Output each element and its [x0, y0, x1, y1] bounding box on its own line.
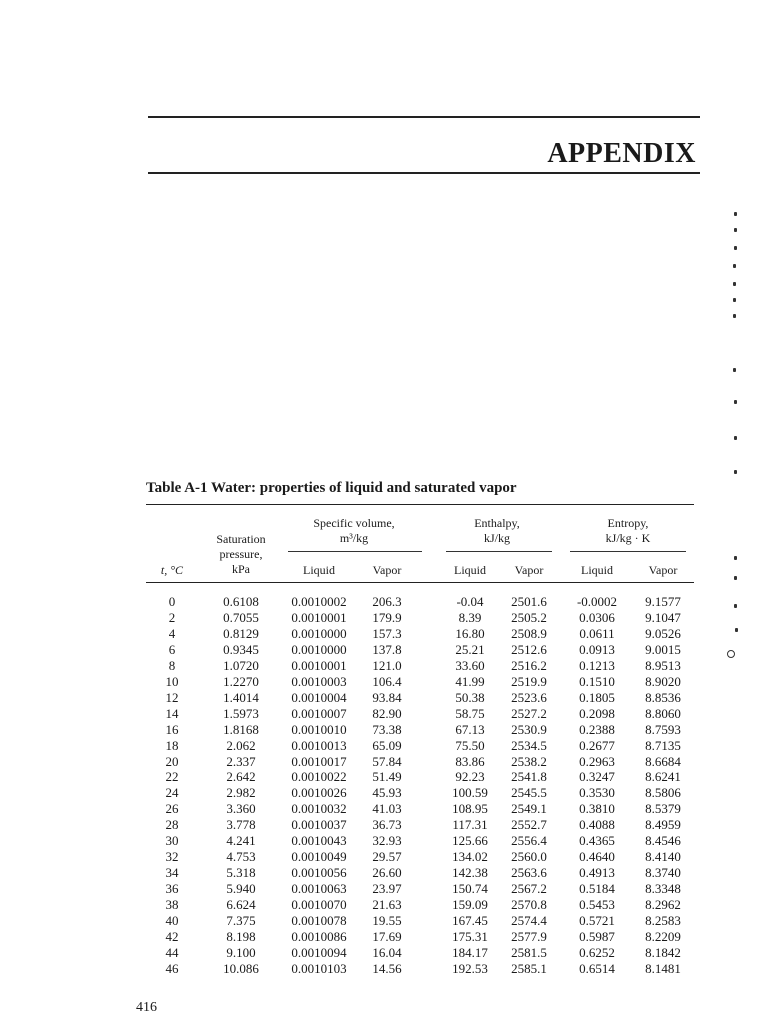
pressure-cell: 1.8168 [223, 721, 259, 737]
enthalpy-header-title: Enthalpy, [474, 516, 520, 530]
volume-vapor-cell: 36.73 [372, 817, 402, 833]
volume-liquid-cell: 0.0010094 [291, 944, 347, 960]
temperature-cell: 24 [165, 785, 179, 801]
entropy-liquid-cell: 0.2963 [579, 753, 615, 769]
pressure-cell: 5.318 [226, 865, 256, 881]
temperature-cell: 6 [168, 641, 176, 657]
enthalpy-liquid-cell: 25.21 [455, 641, 485, 657]
volume-liquid-header: Liquid [303, 563, 335, 577]
temperature-cell: 20 [165, 753, 179, 769]
enthalpy-vapor-cell: 2560.0 [511, 849, 547, 865]
enthalpy-liquid-cell: 92.23 [455, 769, 485, 785]
enthalpy-liquid-cell: 16.80 [455, 625, 485, 641]
enthalpy-liquid-cell: 150.74 [452, 881, 488, 897]
volume-liquid-cell: 0.0010063 [291, 881, 347, 897]
volume-vapor-cell: 26.60 [372, 865, 402, 881]
volume-liquid-cell: 0.0010003 [291, 673, 347, 689]
enthalpy-liquid-cell: 167.45 [452, 913, 488, 928]
volume-vapor-cell: 82.90 [372, 705, 402, 721]
caption-rule [146, 504, 694, 505]
volume-liquid-cell: 0.0010001 [291, 657, 347, 673]
temperature-cell: 22 [165, 769, 179, 785]
enthalpy-liquid-cell: 41.99 [455, 673, 485, 689]
pressure-cell: 0.7055 [223, 609, 259, 625]
volume-liquid-cell: 0.0010086 [291, 928, 347, 944]
entropy-liquid-header: Liquid [581, 563, 613, 577]
temperature-cell: 38 [165, 897, 179, 913]
enthalpy-vapor-cell: 2556.4 [511, 833, 547, 849]
volume-vapor-cell: 41.03 [372, 801, 402, 817]
pressure-cell: 0.9345 [223, 641, 259, 657]
pressure-cell: 3.360 [226, 801, 256, 817]
entropy-vapor-cell: 8.1481 [645, 960, 681, 976]
pressure-cell: 1.2270 [223, 673, 259, 689]
enthalpy-vapor-cell: 2567.2 [511, 881, 547, 897]
volume-liquid-cell: 0.0010103 [291, 960, 347, 976]
enthalpy-vapor-cell: 2508.9 [511, 625, 547, 641]
pressure-header-unit: kPa [232, 562, 250, 576]
enthalpy-vapor-cell: 2552.7 [511, 817, 547, 833]
entropy-liquid-cell: 0.1805 [579, 689, 615, 705]
pressure-cell: 1.4014 [223, 689, 259, 705]
volume-liquid-cell: 0.0010017 [291, 753, 347, 769]
entropy-liquid-cell: 0.0306 [579, 609, 615, 625]
temperature-cell: 10 [165, 673, 179, 689]
temperature-cell: 34 [165, 865, 179, 881]
entropy-liquid-cell: 0.5453 [579, 897, 615, 913]
volume-header-rule [288, 551, 422, 552]
entropy-vapor-cell: 8.4140 [645, 849, 681, 865]
volume-vapor-cell: 51.49 [372, 769, 402, 785]
temperature-cell: 44 [165, 944, 179, 960]
enthalpy-liquid-cell: 159.09 [452, 897, 488, 913]
volume-liquid-cell: 0.0010001 [291, 609, 347, 625]
entropy-vapor-cell: 8.2583 [645, 913, 681, 928]
volume-header-title: Specific volume, [313, 516, 395, 530]
temperature-cell: 40 [165, 913, 179, 928]
volume-vapor-cell: 206.3 [372, 594, 402, 609]
volume-vapor-header: Vapor [372, 563, 402, 577]
volume-vapor-cell: 106.4 [372, 673, 402, 689]
entropy-liquid-cell: 0.6252 [579, 944, 615, 960]
enthalpy-vapor-cell: 2585.1 [511, 960, 547, 976]
enthalpy-vapor-cell: 2541.8 [511, 769, 547, 785]
entropy-vapor-cell: 9.0015 [645, 641, 681, 657]
volume-liquid-cell: 0.0010049 [291, 849, 347, 865]
pressure-cell: 3.778 [226, 817, 256, 833]
enthalpy-vapor-cell: 2549.1 [511, 801, 547, 817]
appendix-top-rule [148, 116, 700, 118]
temperature-cell: 42 [165, 928, 179, 944]
pressure-cell: 4.753 [226, 849, 256, 865]
volume-vapor-cell: 32.93 [372, 833, 402, 849]
enthalpy-vapor-cell: 2534.5 [511, 737, 547, 753]
enthalpy-liquid-cell: 83.86 [455, 753, 485, 769]
entropy-liquid-cell: 0.5721 [579, 913, 615, 928]
enthalpy-liquid-cell: 125.66 [452, 833, 488, 849]
volume-liquid-cell: 0.0010032 [291, 801, 347, 817]
entropy-liquid-cell: 0.2677 [579, 737, 615, 753]
entropy-header-unit: kJ/kg · K [605, 531, 651, 545]
enthalpy-header-unit: kJ/kg [483, 531, 510, 545]
entropy-liquid-cell: 0.0611 [579, 625, 615, 641]
entropy-vapor-cell: 8.7593 [645, 721, 681, 737]
volume-liquid-cell: 0.0010010 [291, 721, 347, 737]
enthalpy-vapor-header: Vapor [514, 563, 544, 577]
pressure-cell: 2.642 [226, 769, 256, 785]
pressure-cell: 6.624 [226, 897, 256, 913]
enthalpy-liquid-cell: 100.59 [452, 785, 488, 801]
volume-vapor-cell: 29.57 [372, 849, 402, 865]
entropy-vapor-cell: 8.5379 [645, 801, 681, 817]
appendix-title: APPENDIX [547, 138, 696, 169]
enthalpy-liquid-header: Liquid [454, 563, 486, 577]
entropy-vapor-cell: 9.1577 [645, 594, 681, 609]
volume-vapor-cell: 121.0 [372, 657, 402, 673]
pressure-cell: 9.100 [226, 944, 256, 960]
temperature-cell: 18 [165, 737, 179, 753]
entropy-vapor-cell: 8.5806 [645, 785, 681, 801]
enthalpy-vapor-cell: 2519.9 [511, 673, 547, 689]
pressure-header-line1: Saturation [216, 532, 266, 546]
pressure-cell: 2.062 [226, 737, 256, 753]
entropy-vapor-cell: 9.1047 [645, 609, 681, 625]
entropy-liquid-cell: 0.1510 [579, 673, 615, 689]
enthalpy-liquid-cell: 33.60 [455, 657, 485, 673]
header-rule [146, 582, 694, 583]
enthalpy-liquid-cell: 117.31 [452, 817, 488, 833]
volume-vapor-cell: 16.04 [372, 944, 402, 960]
volume-vapor-cell: 179.9 [372, 609, 402, 625]
entropy-vapor-cell: 8.9513 [645, 657, 681, 673]
pressure-cell: 0.8129 [223, 625, 259, 641]
volume-liquid-cell: 0.0010004 [291, 689, 347, 705]
temperature-cell: 16 [165, 721, 179, 737]
pressure-cell: 10.086 [223, 960, 259, 976]
temperature-cell: 14 [165, 705, 179, 721]
entropy-liquid-cell: 0.4640 [579, 849, 615, 865]
volume-liquid-cell: 0.0010007 [291, 705, 347, 721]
temperature-cell: 36 [165, 881, 179, 897]
entropy-liquid-cell: 0.3247 [579, 769, 615, 785]
volume-vapor-cell: 19.55 [372, 913, 402, 928]
enthalpy-liquid-cell: 108.95 [452, 801, 488, 817]
pressure-cell: 1.0720 [223, 657, 259, 673]
pressure-cell: 1.5973 [223, 705, 259, 721]
entropy-vapor-cell: 8.6684 [645, 753, 681, 769]
temperature-cell: 30 [165, 833, 179, 849]
temperature-cell: 12 [165, 689, 179, 705]
temperature-cell: 32 [165, 849, 179, 865]
volume-liquid-cell: 0.0010000 [291, 641, 347, 657]
enthalpy-header-rule [446, 551, 552, 552]
enthalpy-liquid-cell: 184.17 [452, 944, 488, 960]
pressure-header-line2: pressure, [219, 547, 263, 561]
entropy-liquid-cell: 0.4913 [579, 865, 615, 881]
enthalpy-vapor-cell: 2577.9 [511, 928, 547, 944]
enthalpy-liquid-cell: 175.31 [452, 928, 488, 944]
enthalpy-liquid-cell: 134.02 [452, 849, 488, 865]
enthalpy-vapor-cell: 2512.6 [511, 641, 547, 657]
entropy-liquid-cell: 0.4365 [579, 833, 615, 849]
entropy-vapor-cell: 8.8060 [645, 705, 681, 721]
entropy-vapor-cell: 8.8536 [645, 689, 681, 705]
temperature-cell: 2 [168, 609, 176, 625]
enthalpy-liquid-cell: 192.53 [452, 960, 488, 976]
entropy-vapor-cell: 8.1842 [645, 944, 681, 960]
enthalpy-vapor-cell: 2527.2 [511, 705, 547, 721]
appendix-bottom-rule [148, 172, 700, 174]
entropy-liquid-cell: 0.3810 [579, 801, 615, 817]
volume-liquid-cell: 0.0010043 [291, 833, 347, 849]
volume-vapor-cell: 65.09 [372, 737, 402, 753]
enthalpy-vapor-cell: 2530.9 [511, 721, 547, 737]
table-caption: Table A-1 Water: properties of liquid and saturated vapor [146, 480, 517, 496]
volume-vapor-cell: 57.84 [372, 753, 402, 769]
pressure-cell: 5.940 [226, 881, 256, 897]
enthalpy-liquid-cell: 75.50 [455, 737, 485, 753]
volume-vapor-cell: 93.84 [372, 689, 402, 705]
temperature-cell: 4 [168, 625, 176, 641]
entropy-liquid-cell: 0.3530 [579, 785, 615, 801]
enthalpy-vapor-cell: 2563.6 [511, 865, 547, 881]
volume-liquid-cell: 0.0010037 [291, 817, 347, 833]
entropy-vapor-header: Vapor [648, 563, 678, 577]
temperature-cell: 8 [168, 657, 176, 673]
volume-liquid-cell: 0.0010000 [291, 625, 347, 641]
volume-liquid-cell: 0.0010078 [291, 913, 347, 928]
entropy-liquid-cell: 0.6514 [579, 960, 615, 976]
entropy-liquid-cell: -0.0002 [576, 594, 618, 609]
enthalpy-liquid-cell: 67.13 [455, 721, 485, 737]
volume-vapor-cell: 21.63 [372, 897, 402, 913]
volume-liquid-cell: 0.0010022 [291, 769, 347, 785]
temperature-cell: 46 [165, 960, 179, 976]
entropy-vapor-cell: 8.6241 [645, 769, 681, 785]
enthalpy-liquid-cell: 58.75 [455, 705, 485, 721]
volume-liquid-cell: 0.0010056 [291, 865, 347, 881]
pressure-cell: 4.241 [226, 833, 256, 849]
entropy-vapor-cell: 8.9020 [645, 673, 681, 689]
enthalpy-vapor-cell: 2505.2 [511, 609, 547, 625]
pressure-cell: 8.198 [226, 928, 256, 944]
volume-liquid-cell: 0.0010002 [291, 594, 347, 609]
volume-liquid-cell: 0.0010026 [291, 785, 347, 801]
entropy-vapor-cell: 8.4959 [645, 817, 681, 833]
enthalpy-liquid-cell: 142.38 [452, 865, 488, 881]
pressure-cell: 0.6108 [223, 594, 259, 609]
entropy-liquid-cell: 0.5184 [579, 881, 615, 897]
entropy-header-title: Entropy, [607, 516, 649, 530]
temperature-cell: 26 [165, 801, 179, 817]
entropy-vapor-cell: 8.3740 [645, 865, 681, 881]
entropy-vapor-cell: 8.4546 [645, 833, 681, 849]
volume-liquid-cell: 0.0010013 [291, 737, 347, 753]
enthalpy-vapor-cell: 2574.4 [511, 913, 547, 928]
temperature-cell: 28 [165, 817, 179, 833]
volume-vapor-cell: 73.38 [372, 721, 402, 737]
volume-vapor-cell: 23.97 [372, 881, 402, 897]
enthalpy-vapor-cell: 2516.2 [511, 657, 547, 673]
enthalpy-vapor-cell: 2581.5 [511, 944, 547, 960]
enthalpy-liquid-cell: 50.38 [455, 689, 485, 705]
page-number: 416 [136, 1000, 157, 1015]
t-header: t, °C [160, 563, 184, 577]
entropy-vapor-cell: 9.0526 [645, 625, 681, 641]
enthalpy-vapor-cell: 2538.2 [511, 753, 547, 769]
entropy-liquid-cell: 0.5987 [579, 928, 615, 944]
enthalpy-liquid-cell: 8.39 [458, 609, 482, 625]
pressure-cell: 2.982 [226, 785, 256, 801]
entropy-header-rule [570, 551, 686, 552]
enthalpy-vapor-cell: 2501.6 [511, 594, 547, 609]
enthalpy-vapor-cell: 2570.8 [511, 897, 547, 913]
entropy-liquid-cell: 0.2098 [579, 705, 615, 721]
pressure-cell: 2.337 [226, 753, 256, 769]
entropy-vapor-cell: 8.2209 [645, 928, 681, 944]
entropy-liquid-cell: 0.1213 [579, 657, 615, 673]
entropy-liquid-cell: 0.2388 [579, 721, 615, 737]
volume-vapor-cell: 137.8 [372, 641, 402, 657]
pressure-cell: 7.375 [226, 913, 256, 928]
volume-header-unit: m³/kg [339, 531, 369, 545]
volume-vapor-cell: 17.69 [372, 928, 402, 944]
volume-liquid-cell: 0.0010070 [291, 897, 347, 913]
volume-vapor-cell: 157.3 [372, 625, 402, 641]
temperature-cell: 0 [168, 594, 176, 609]
entropy-vapor-cell: 8.3348 [645, 881, 681, 897]
enthalpy-vapor-cell: 2523.6 [511, 689, 547, 705]
volume-vapor-cell: 14.56 [372, 960, 402, 976]
volume-vapor-cell: 45.93 [372, 785, 402, 801]
entropy-vapor-cell: 8.2962 [645, 897, 681, 913]
entropy-liquid-cell: 0.0913 [579, 641, 615, 657]
entropy-liquid-cell: 0.4088 [579, 817, 615, 833]
entropy-vapor-cell: 8.7135 [645, 737, 681, 753]
enthalpy-liquid-cell: -0.04 [456, 594, 484, 609]
enthalpy-vapor-cell: 2545.5 [511, 785, 547, 801]
